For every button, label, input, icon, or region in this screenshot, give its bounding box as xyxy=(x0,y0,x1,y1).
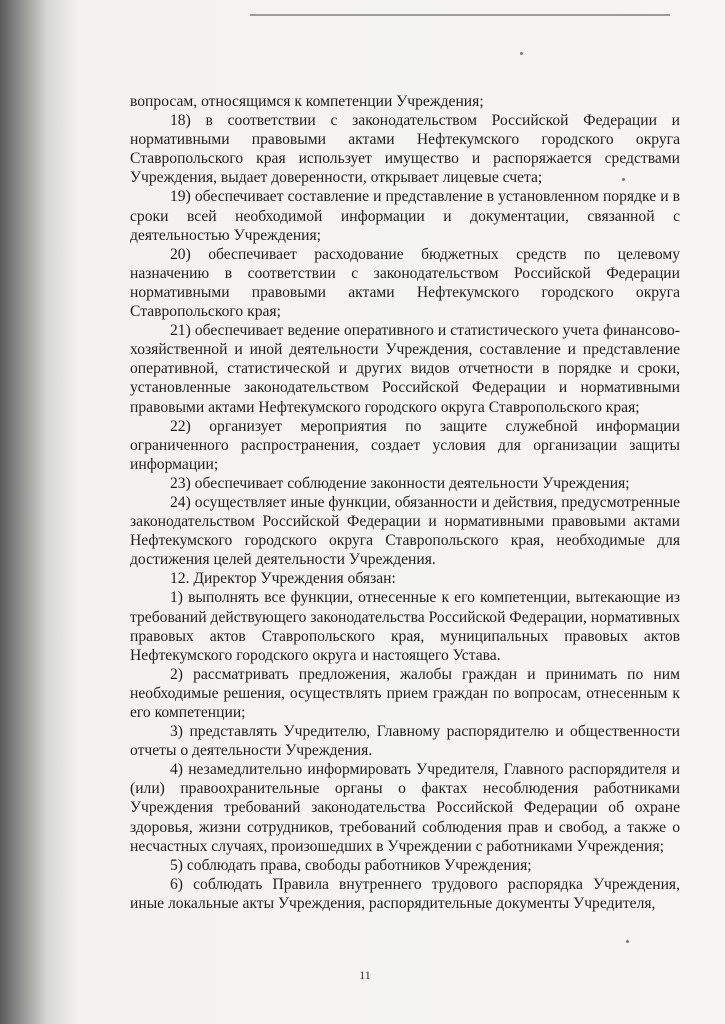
paragraph: 3) представлять Учредителю, Главному распорядителю и общественности отчеты о деятельности Учреждения. xyxy=(130,723,680,760)
paragraph: 4) незамедлительно информировать Учредителя, Главного распорядителя и (или) правоохранительные органы о фактах несоблюдения работниками Учреждения требований законодательства Российской Федерации об охране здоровья, жизни сотрудников, требований соблюдения прав и свобод, а также о несчастных случаях, произошедших в Учреждении с работниками Учреждения; xyxy=(130,761,680,855)
paragraph: 5) соблюдать права, свободы работников Учреждения; xyxy=(170,856,532,874)
paragraph: 18) в соответствии с законодательством Российской Федерации и нормативными правовыми актами Нефтекумского городского округа Ставропольского края использует имущество и распоряжается средствами Учреждения, выдает доверенности, открывает лицевые счета; xyxy=(130,112,680,187)
paragraph: 12. Директор Учреждения обязан: xyxy=(170,570,396,588)
paragraph: 19) обеспечивает составление и представление в установленном порядке и в сроки всей необходимой информации и документации, связанной с деятельностью Учреждения; xyxy=(130,188,680,244)
paragraph: вопросам, относящимся к компетенции Учреждения; xyxy=(130,93,484,110)
page-number: 11 xyxy=(359,968,371,982)
document-body xyxy=(130,92,680,913)
paragraph: 22) организует мероприятия по защите служебной информации ограниченного распространения, создает условия для организации защиты информации; xyxy=(130,417,680,473)
paragraph: 2) рассматривать предложения, жалобы граждан и принимать по ним необходимые решения, осуществлять прием граждан по вопросам, отнесенным к его компетенции; xyxy=(130,665,680,721)
paragraph: 24) осуществляет иные функции, обязанности и действия, предусмотренные законодательством Российской Федерации и нормативными правовыми актами Нефтекумского городского округа Ставропольского края, необходимые для достижения целей деятельности Учреждения. xyxy=(130,493,680,569)
scan-speck xyxy=(626,940,629,943)
paragraph: 6) соблюдать Правила внутреннего трудового распорядка Учреждения, иные локальные акты Учреждения, распорядительные документы Учредителя, xyxy=(130,875,680,912)
top-edge-line xyxy=(250,14,670,16)
paragraph: 21) обеспечивает ведение оперативного и статистического учета финансово-хозяйственной и иной деятельности Учреждения, составление и представление оперативной, статистической и других видов отчетности в порядке и сроки, установленные законодательством Российской Федерации и нормативными правовыми актами Нефтекумского городского округа Ставропольского края; xyxy=(130,322,680,416)
paragraph: 20) обеспечивает расходование бюджетных средств по целевому назначению в соответствии с законодательством Российской Федерации нормативными правовыми актами Нефтекумского городского округа Ставропольского края; xyxy=(130,245,680,321)
paragraph: 1) выполнять все функции, отнесенные к его компетенции, вытекающие из требований действующего законодательства Российской Федерации, нормативных правовых актов Ставропольского края, муниципальных правовых актов Нефтекумского городского округа и настоящего Устава. xyxy=(130,589,680,664)
paragraph: 23) обеспечивает соблюдение законности деятельности Учреждения; xyxy=(170,474,630,492)
scan-speck xyxy=(520,52,523,55)
